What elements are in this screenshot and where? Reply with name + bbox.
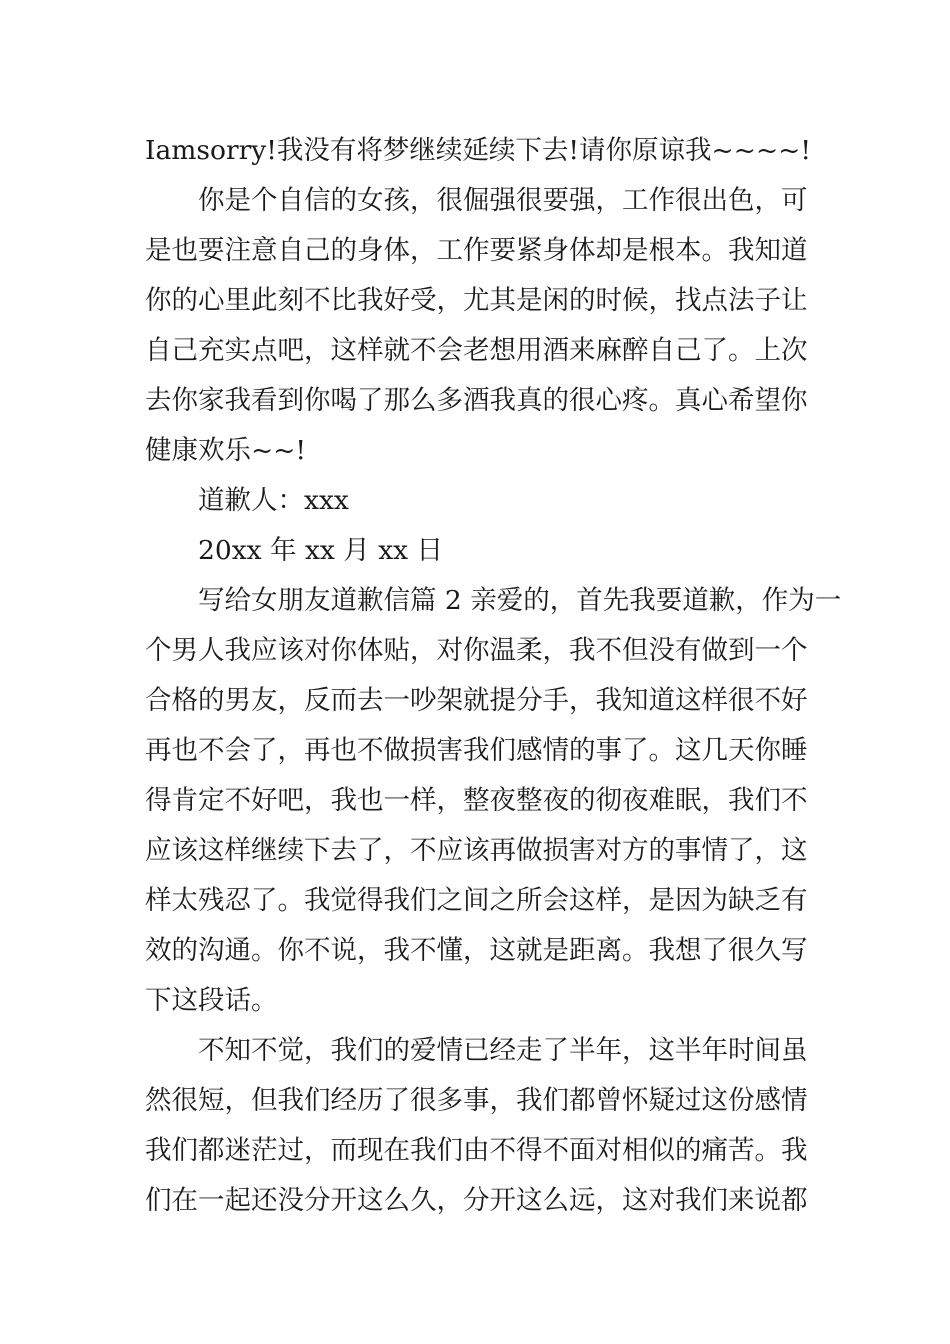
text-line: 个男人我应该对你体贴，对你温柔，我不但没有做到一个: [145, 635, 808, 666]
text-line: 我们都迷茫过，而现在我们由不得不面对相似的痛苦。我: [145, 1135, 808, 1166]
text-line: 是也要注意自己的身体，工作要紧身体却是根本。我知道: [145, 235, 808, 266]
text-line: 们在一起还没分开这么久，分开这么远，这对我们来说都: [145, 1185, 808, 1216]
text-line: 再也不会了，再也不做损害我们感情的事了。这几天你睡: [145, 735, 808, 766]
text-line: 合格的男友，反而去一吵架就提分手，我知道这样很不好: [145, 685, 808, 716]
text-line: 下这段话。: [145, 985, 278, 1016]
text-line: 然很短，但我们经历了很多事，我们都曾怀疑过这份感情: [145, 1085, 808, 1116]
paragraph-first-line: 你是个自信的女孩，很倔强很要强，工作很出色，可: [198, 185, 808, 216]
text-line: 去你家我看到你喝了那么多酒我真的很心疼。真心希望你: [145, 385, 808, 416]
text-line: 你的心里此刻不比我好受，尤其是闲的时候，找点法子让: [145, 285, 808, 316]
date-line: 20xx 年 xx 月 xx 日: [198, 535, 444, 566]
text-line: 健康欢乐~~!: [145, 435, 307, 466]
text-line: 应该这样继续下去了，不应该再做损害对方的事情了，这: [145, 835, 808, 866]
paragraph-first-line: 写给女朋友道歉信篇 2 亲爱的，首先我要道歉，作为一: [198, 585, 842, 616]
paragraph-first-line: 不知不觉，我们的爱情已经走了半年，这半年时间虽: [198, 1035, 808, 1066]
text-line: 效的沟通。你不说，我不懂，这就是距离。我想了很久写: [145, 935, 808, 966]
letter-body: [145, 126, 842, 1226]
text-line: 样太残忍了。我觉得我们之间之所会这样，是因为缺乏有: [145, 885, 808, 916]
text-line: 得肯定不好吧，我也一样，整夜整夜的彻夜难眠，我们不: [145, 785, 808, 816]
text-line: 自己充实点吧，这样就不会老想用酒来麻醉自己了。上次: [145, 335, 808, 366]
text-line: Iamsorry!我没有将梦继续延续下去!请你原谅我~~~~!: [145, 135, 812, 166]
signature-line: 道歉人：xxx: [198, 485, 349, 516]
